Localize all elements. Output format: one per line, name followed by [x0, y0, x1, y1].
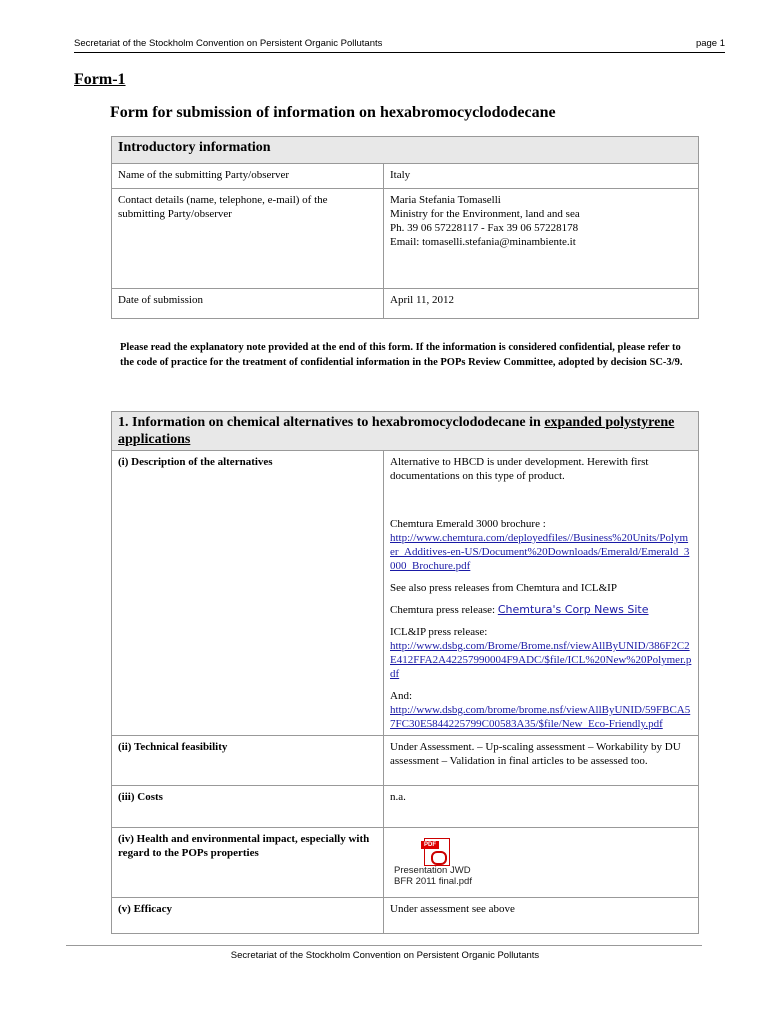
date-value: April 11, 2012 [384, 289, 699, 319]
contact-phone: Ph. 39 06 57228117 - Fax 39 06 57228178 [390, 222, 579, 234]
footer-divider [66, 945, 702, 946]
chemtura-press-label: Chemtura press release: [390, 604, 498, 616]
confidentiality-note: Please read the explanatory note provided at the end of this form. If the information is considered confidential, please refer to the code of practice for the treatment of confidential information in the POPs Review Committee, adopted by decision SC-3/9. [120, 342, 683, 368]
form-label: Form-1 [74, 71, 126, 88]
alternatives-table [111, 411, 699, 934]
section1-heading [112, 412, 699, 451]
efficacy-label: (v) Efficacy [112, 898, 384, 934]
emerald-label: Chemtura Emerald 3000 brochure : [390, 518, 546, 530]
iclip-label: ICL&IP press release: [390, 626, 488, 638]
costs-value: n.a. [384, 786, 699, 828]
pdf-filename: Presentation JWD BFR 2011 final.pdf [394, 865, 472, 887]
press-releases-text: See also press releases from Chemtura and ICL&IP [390, 582, 617, 594]
pdf-badge: PDF [421, 841, 439, 849]
description-value [384, 451, 699, 736]
health-label: (iv) Health and environmental impact, especially with regard to the POPs properties [112, 828, 384, 898]
technical-value: Under Assessment. – Up-scaling assessment – Workability by DU assessment – Validation in final articles to be assessed too. [384, 736, 699, 786]
pdf-icon [424, 838, 450, 866]
efficacy-value: Under assessment see above [384, 898, 699, 934]
page-title: Form for submission of information on hexabromocyclododecane [110, 104, 556, 121]
contact-label: Contact details (name, telephone, e-mail) of the submitting Party/observer [112, 189, 384, 289]
intro-table [111, 136, 699, 319]
emerald-brochure-link[interactable]: http://www.chemtura.com/deployedfiles//Business%20Units/Polymer_Additives-en-US/Document%20Downloads/Emerald/Emerald_3000_Brochure.pdf [390, 532, 690, 572]
chemtura-news-link[interactable]: Chemtura's Corp News Site [497, 603, 649, 616]
pdf-attachment[interactable] [390, 838, 490, 890]
contact-name: Maria Stefania Tomaselli [390, 194, 501, 206]
header-left-text: Secretariat of the Stockholm Convention on Persistent Organic Pollutants [74, 38, 383, 49]
description-intro: Alternative to HBCD is under development. Herewith first documentations on this type of product. [390, 456, 649, 482]
costs-label: (iii) Costs [112, 786, 384, 828]
page-number: page 1 [695, 38, 725, 49]
page-footer: Secretariat of the Stockholm Convention on Persistent Organic Pollutants [230, 950, 540, 961]
eco-friendly-link[interactable]: http://www.dsbg.com/brome/brome.nsf/viewAllByUNID/59FBCA57FC30E5844225799C00583A35/$file/New_Eco-Friendly.pdf [390, 704, 691, 730]
health-value [384, 828, 699, 898]
and-label: And: [390, 690, 412, 702]
section1-heading-text: 1. Information on chemical alternatives to hexabromocyclododecane in [118, 415, 545, 430]
party-name-label: Name of the submitting Party/observer [112, 164, 384, 189]
section1-heading-underlined: expanded polystyrene applications [118, 415, 675, 447]
party-name-value: Italy [384, 164, 699, 189]
contact-org: Ministry for the Environment, land and sea [390, 208, 580, 220]
page-header [74, 38, 725, 53]
contact-value [384, 189, 699, 289]
description-label: (i) Description of the alternatives [112, 451, 384, 736]
technical-label: (ii) Technical feasibility [112, 736, 384, 786]
iclip-press-link[interactable]: http://www.dsbg.com/Brome/Brome.nsf/viewAllByUNID/386F2C2E412FFA2A42257990004F9ADC/$file/ICL%20New%20Polymer.pdf [390, 640, 692, 680]
intro-heading: Introductory information [112, 137, 699, 164]
date-label: Date of submission [112, 289, 384, 319]
contact-email: Email: tomaselli.stefania@minambiente.it [390, 236, 576, 248]
